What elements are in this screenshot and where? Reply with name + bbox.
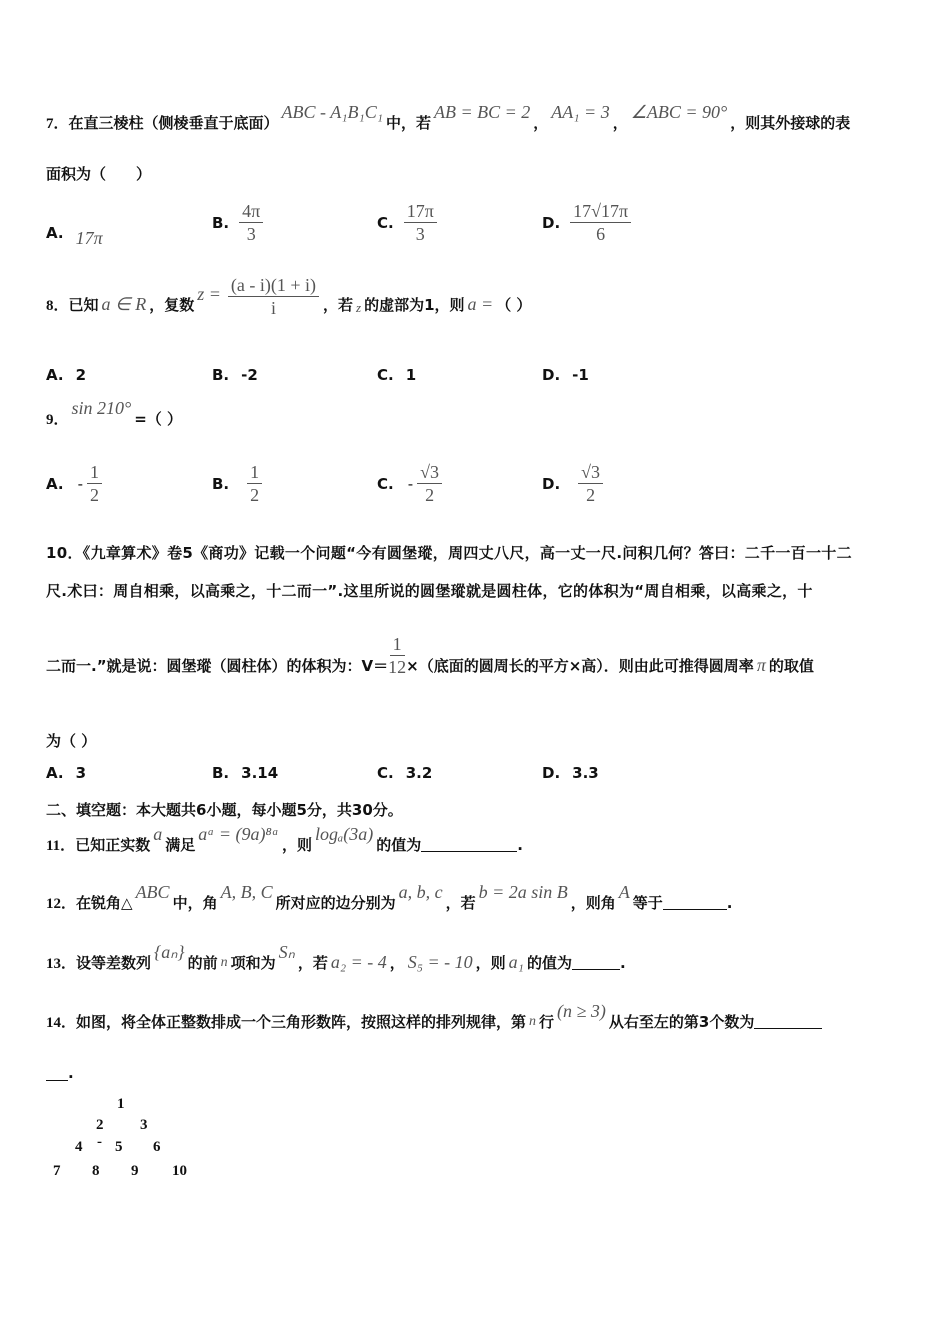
text: 行 bbox=[539, 1013, 555, 1031]
math: sin 210° bbox=[71, 398, 132, 418]
math: a₂ = - 4 bbox=[330, 952, 387, 972]
text: ，则 bbox=[281, 836, 312, 854]
text: ，若 bbox=[323, 296, 354, 314]
triangle-number: 7 bbox=[53, 1163, 61, 1179]
text: 从右至左的第3个数为 bbox=[608, 1013, 755, 1031]
option-label: B. bbox=[212, 474, 230, 493]
math: n bbox=[220, 954, 228, 970]
text: . bbox=[68, 1064, 74, 1082]
q12-line bbox=[46, 882, 733, 913]
q10-option-b[interactable] bbox=[212, 764, 278, 782]
text: ，则其外接球的表 bbox=[730, 114, 851, 132]
math: AA₁ = 3 bbox=[551, 102, 610, 122]
q14-number: 14． bbox=[46, 1015, 77, 1031]
numerator: 17π bbox=[404, 200, 437, 223]
text: ，则 bbox=[475, 954, 506, 972]
numerator: (a - i)(1 + i) bbox=[228, 274, 319, 297]
math: z bbox=[356, 299, 362, 315]
text: ， bbox=[612, 114, 628, 132]
math: aᵃ = (9a)⁸ᵃ bbox=[198, 824, 279, 844]
text: 的取值 bbox=[768, 657, 814, 675]
option-label: D. bbox=[542, 764, 561, 782]
math: π bbox=[756, 655, 766, 675]
triangle-number: 4 bbox=[75, 1139, 83, 1155]
text: ， bbox=[533, 114, 549, 132]
option-label: C. bbox=[377, 213, 394, 232]
answer-blank[interactable] bbox=[572, 955, 620, 970]
text: 中，若 bbox=[385, 114, 431, 132]
text: 已知正实数 bbox=[75, 836, 151, 854]
text: ×（底面的圆周长的平方×高）．则由此可推得圆周率 bbox=[406, 657, 754, 675]
numerator: 1 bbox=[390, 633, 405, 656]
q7-option-c[interactable] bbox=[377, 200, 441, 245]
option-value: 17π bbox=[75, 228, 103, 248]
q10-option-c[interactable] bbox=[377, 764, 432, 782]
math: a bbox=[153, 824, 163, 844]
section-heading: 二、填空题：本大题共6小题，每小题5分，共30分。 bbox=[46, 801, 403, 819]
text: 所对应的边分别为 bbox=[275, 894, 396, 912]
option-value: 3.3 bbox=[572, 764, 599, 782]
option-label: D. bbox=[542, 474, 561, 493]
option-label: D. bbox=[542, 366, 561, 384]
text: ，若 bbox=[297, 954, 328, 972]
math: logₐ(3a) bbox=[314, 824, 374, 844]
math: S₅ = - 10 bbox=[407, 952, 473, 972]
q9-number: 9． bbox=[46, 412, 69, 428]
text: 在锐角△ bbox=[76, 894, 133, 912]
q8-option-c[interactable] bbox=[377, 366, 416, 384]
denominator: 6 bbox=[596, 224, 606, 244]
numerator: 1 bbox=[87, 461, 102, 484]
q14-line2 bbox=[46, 1064, 74, 1082]
q8-option-a[interactable] bbox=[46, 366, 86, 384]
option-label: C. bbox=[377, 764, 394, 782]
option-label: B. bbox=[212, 213, 230, 232]
option-label: D. bbox=[542, 213, 561, 232]
denominator: 2 bbox=[250, 485, 260, 505]
q7-line1 bbox=[46, 102, 851, 133]
triangle-number: 3 bbox=[140, 1117, 148, 1133]
q10-option-d[interactable] bbox=[542, 764, 599, 782]
option-value: -1 bbox=[572, 366, 589, 384]
option-label: B. bbox=[212, 366, 230, 384]
q8-number: 8． bbox=[46, 298, 69, 314]
numerator: 4π bbox=[239, 200, 263, 223]
numerator: √3 bbox=[417, 461, 442, 484]
denominator: 3 bbox=[415, 224, 425, 244]
math: a₁ bbox=[508, 952, 524, 972]
denominator: 2 bbox=[586, 485, 596, 505]
math: ∠ABC = 90° bbox=[630, 102, 728, 122]
math: a ∈ R bbox=[101, 294, 147, 314]
q13-line bbox=[46, 942, 626, 973]
q7-number: 7． bbox=[46, 116, 69, 132]
denominator: 12 bbox=[388, 657, 407, 677]
q10-line2: 尺.术曰：周自相乘，以高乘之，十二而一”.这里所说的圆堡瑽就是圆柱体，它的体积为“周自相乘，以高乘之，十 bbox=[46, 582, 813, 600]
math: a = bbox=[467, 294, 494, 314]
option-label: A. bbox=[46, 764, 64, 782]
text: . bbox=[619, 953, 626, 972]
q10-line1: 10．《九章算术》卷5《商功》记载一个问题“今有圆堡瑽，周四丈八尺，高一丈一尺.问积几何？答曰：二千一百一十二 bbox=[46, 544, 852, 562]
option-label: C. bbox=[377, 474, 394, 493]
text: =（ ） bbox=[134, 410, 183, 428]
triangle-mark: - bbox=[97, 1134, 102, 1150]
text: 的虚部为1，则 bbox=[364, 296, 465, 314]
math: ABC - A₁B₁C₁ bbox=[281, 102, 383, 122]
numerator: √3 bbox=[578, 461, 603, 484]
text: . bbox=[726, 893, 733, 912]
text: 的值为 bbox=[376, 836, 422, 854]
text: . bbox=[517, 835, 523, 854]
numerator: 1 bbox=[247, 461, 262, 484]
math: z = bbox=[197, 284, 221, 304]
math: (n ≥ 3) bbox=[557, 1001, 606, 1021]
math: n bbox=[529, 1013, 537, 1029]
option-value: 3.2 bbox=[405, 764, 433, 782]
answer-blank[interactable] bbox=[421, 837, 517, 852]
denominator: 2 bbox=[90, 485, 100, 505]
triangle-number: 10 bbox=[172, 1163, 187, 1179]
math: b = 2a sin B bbox=[478, 882, 568, 902]
math: a, b, c bbox=[398, 882, 443, 902]
answer-blank-cont[interactable] bbox=[46, 1066, 68, 1081]
text: 满足 bbox=[165, 836, 196, 854]
q11-line bbox=[46, 824, 523, 855]
q7-line2: 面积为（ ） bbox=[46, 165, 152, 183]
text: ，则角 bbox=[570, 894, 616, 912]
denominator: i bbox=[270, 298, 276, 318]
option-label: C. bbox=[377, 366, 394, 384]
text: 等于 bbox=[632, 894, 663, 912]
answer-blank[interactable] bbox=[663, 895, 727, 910]
triangle-number: 8 bbox=[92, 1163, 100, 1179]
option-label: A. bbox=[46, 474, 64, 493]
option-value: 1 bbox=[405, 366, 417, 384]
option-value: -2 bbox=[241, 366, 258, 384]
math: {aₙ} bbox=[154, 942, 185, 962]
triangle-number: 9 bbox=[131, 1163, 139, 1179]
text: 已知 bbox=[68, 296, 99, 314]
option-label: B. bbox=[212, 764, 230, 782]
answer-blank[interactable] bbox=[754, 1014, 822, 1029]
q11-number: 11． bbox=[46, 838, 76, 854]
q7-option-d[interactable] bbox=[542, 200, 635, 245]
option-label: A. bbox=[46, 366, 64, 384]
option-value: 2 bbox=[75, 366, 87, 384]
math: ABC bbox=[135, 882, 170, 902]
text: ，复数 bbox=[149, 296, 195, 314]
text: 在直三棱柱（侧棱垂直于底面） bbox=[68, 114, 279, 132]
option-label: A. bbox=[46, 223, 64, 242]
text: （ ） bbox=[496, 296, 532, 314]
text: 如图，将全体正整数排成一个三角形数阵，按照这样的排列规律，第 bbox=[76, 1013, 527, 1031]
sign: - bbox=[77, 474, 84, 493]
q14-line bbox=[46, 1001, 822, 1032]
text: 的前 bbox=[187, 954, 218, 972]
text: 的值为 bbox=[526, 954, 572, 972]
option-value: 3.14 bbox=[241, 764, 279, 782]
triangle-number: 5 bbox=[115, 1139, 123, 1155]
math: A bbox=[618, 882, 630, 902]
triangle-number: 2 bbox=[96, 1117, 104, 1133]
q7-option-a[interactable] bbox=[46, 222, 106, 248]
option-value: 3 bbox=[75, 764, 87, 782]
q13-number: 13． bbox=[46, 956, 77, 972]
q10-line4: 为（ ） bbox=[46, 732, 97, 750]
q9-line bbox=[46, 398, 183, 429]
q9-option-c[interactable] bbox=[377, 461, 446, 506]
q9-option-b[interactable] bbox=[212, 461, 266, 506]
math: AB = BC = 2 bbox=[433, 102, 531, 122]
q9-option-d[interactable] bbox=[542, 461, 607, 506]
q12-number: 12． bbox=[46, 896, 77, 912]
q8-line bbox=[46, 275, 532, 327]
q8-option-b[interactable] bbox=[212, 366, 258, 384]
numerator: 17√17π bbox=[570, 200, 631, 223]
sign: - bbox=[407, 474, 414, 493]
text: ， bbox=[389, 954, 405, 972]
text: 中，角 bbox=[172, 894, 218, 912]
q10-option-a[interactable] bbox=[46, 764, 86, 782]
text: 设等差数列 bbox=[76, 954, 152, 972]
triangle-number: 1 bbox=[117, 1096, 125, 1112]
q8-option-d[interactable] bbox=[542, 366, 589, 384]
text: ，若 bbox=[445, 894, 476, 912]
math: Sₙ bbox=[278, 942, 295, 962]
q7-option-b[interactable] bbox=[212, 200, 267, 245]
text: 二而一.”就是说：圆堡瑽（圆柱体）的体积为：V＝ bbox=[46, 657, 389, 675]
denominator: 3 bbox=[246, 224, 256, 244]
q9-option-a[interactable] bbox=[46, 461, 106, 506]
math: A, B, C bbox=[220, 882, 273, 902]
q10-line3 bbox=[46, 634, 814, 688]
triangle-number: 6 bbox=[153, 1139, 161, 1155]
text: 项和为 bbox=[230, 954, 276, 972]
denominator: 2 bbox=[425, 485, 435, 505]
